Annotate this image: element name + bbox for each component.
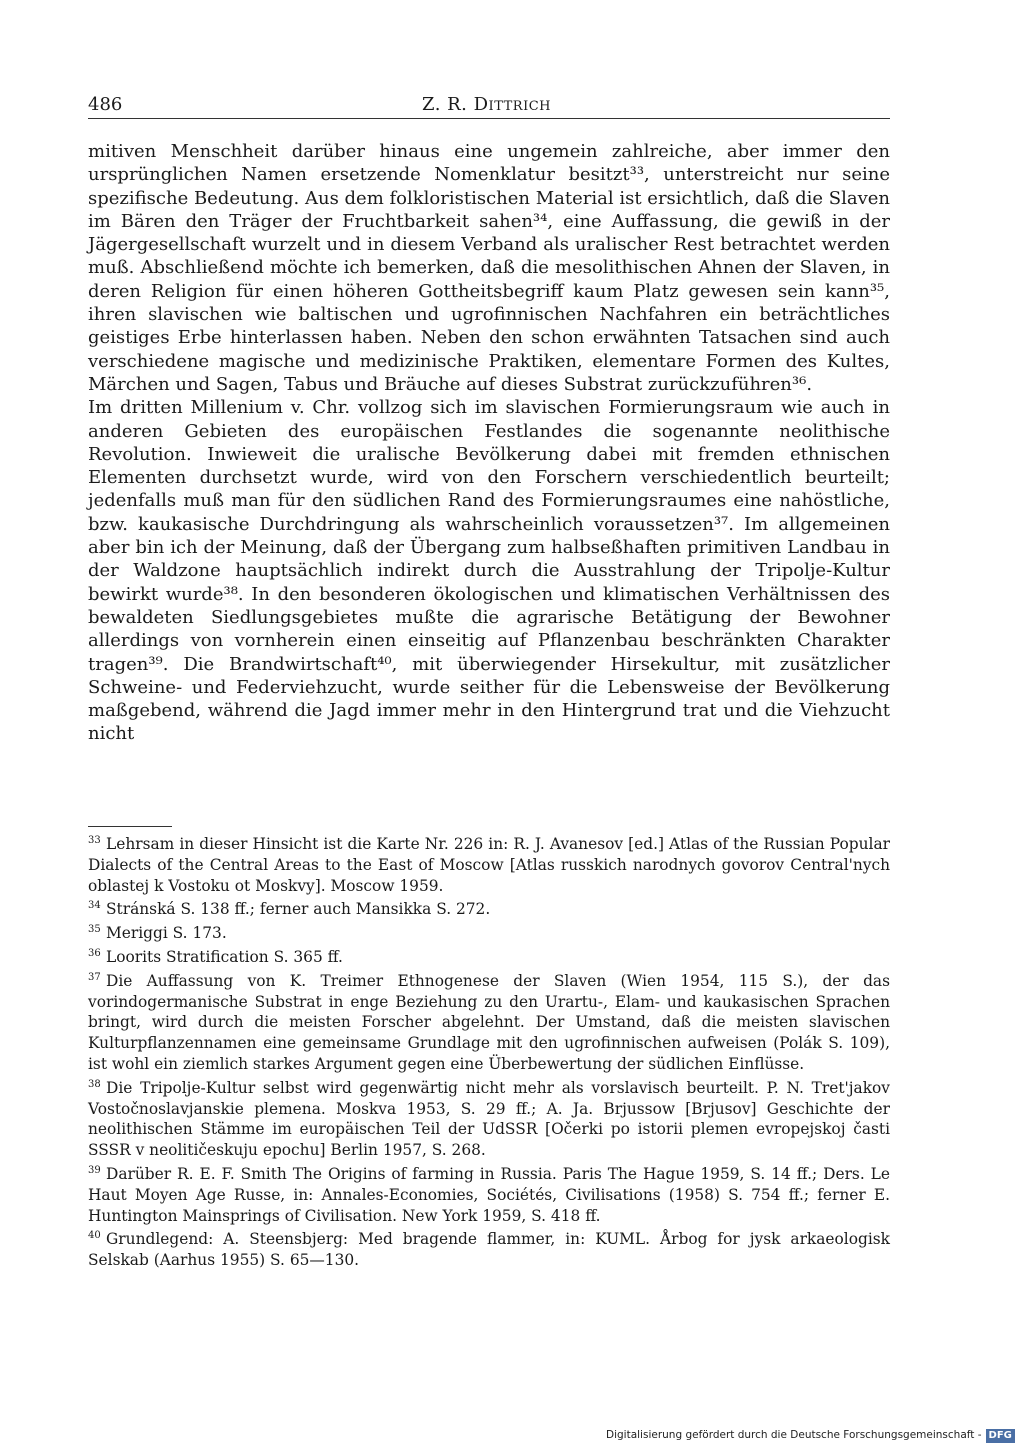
footnote: 38 Die Tripolje-Kultur selbst wird gegenwärtig nicht mehr als vorslavisch beurteilt. P. N. Tret'jakov Vostočnoslavjanskie plemena. Moskva 1953, S. 29 ff.; A. Ja. Brjussow [Brjusov] Geschichte der neolithischen Stämme im europäischen Teil der UdSSR [Očerki po istorii plemen evropejskoj časti SSSR v neolitičeskuju epochu] Berlin 1957, S. 268. <box>88 1078 890 1160</box>
footnote: 35 Meriggi S. 173. <box>88 924 227 943</box>
footnote-text: Die Auffassung von K. Treimer Ethnogenese der Slaven (Wien 1954, 115 S.), der das vorindogermanische Substrat in enge Beziehung zu den Urartu-, Elam- und kaukasischen Sprachen bringt, wird durch die meisten Forscher abgelehnt. Der Umstand, daß die meisten slavischen Kulturpflanzennamen eine gemeinsame Grundlage mit den ugrofinnischen aufweisen (Polák S. 109), ist wohl ein ziemlich starkes Argument gegen eine Überbewertung der südlichen Einflüsse. <box>88 971 890 1073</box>
footnote: 33 Lehrsam in dieser Hinsicht ist die Karte Nr. 226 in: R. J. Avanesov [ed.] Atlas of the Russian Popular Dialects of the Central Areas to the East of Moscow [Atlas russkich narodnych govorov Central'nych oblastej k Vostoku ot Moskvy]. Moscow 1959. <box>88 834 890 895</box>
footnote-text: Meriggi S. 173. <box>106 924 227 943</box>
body-paragraph: Im dritten Millenium v. Chr. vollzog sich im slavischen Formierungsraum wie auch in anderen Gebieten des europäischen Festlandes die sogenannte neolithische Revolution. Inwieweit die uralische Bevölkerung dabei mit fremden ethnischen Elementen durchsetzt wurde, wird von den Forschern verschiedentlich beurteilt; jedenfalls muß man für den südlichen Rand des Formierungsraumes eine nahöstliche, bzw. kaukasische Durchdringung als wahrscheinlich voraussetzen³⁷. Im allgemeinen aber bin ich der Meinung, daß der Übergang zum halbseßhaften primitiven Landbau in der Waldzone hauptsächlich indirekt durch die Ausstrahlung der Tripolje-Kultur bewirkt wurde³⁸. In den besonderen ökologischen und klimatischen Verhältnissen des bewaldeten Siedlungsgebietes mußte die agrarische Betätigung der Bewohner allerdings von vornherein einen einseitig auf Pflanzenbau beschränkten Charakter tragen³⁹. Die Brandwirtschaft⁴⁰, mit überwiegender Hirsekultur, mit zusätzlicher Schweine- und Federviehzucht, wurde seither für die Lebensweise der Bevölkerung maßgebend, während die Jagd immer mehr in den Hintergrund trat und die Viehzucht nicht <box>88 397 890 745</box>
digitization-credit <box>606 1428 1015 1442</box>
footnote: 40 Grundlegend: A. Steensbjerg: Med bragende flammer, in: KUML. Årbog for jysk arkaeologisk Selskab (Aarhus 1955) S. 65—130. <box>88 1230 890 1270</box>
footnote: 39 Darüber R. E. F. Smith The Origins of farming in Russia. Paris The Hague 1959, S. 14 ff.; Ders. Le Haut Moyen Age Russe, in: Annales-Economies, Sociétés, Civilisations (1958) S. 754 ff.; ferner E. Huntington Mainsprings of Civilisation. New York 1959, S. 418 ff. <box>88 1164 890 1225</box>
body-text <box>88 140 890 746</box>
footnotes <box>88 834 890 1271</box>
page-number: 486 <box>88 94 123 115</box>
running-head-author: Z. R. Dittrich <box>422 94 551 115</box>
footnote: 37 Die Auffassung von K. Treimer Ethnogenese der Slaven (Wien 1954, 115 S.), der das vorindogermanische Substrat in enge Beziehung zu den Urartu-, Elam- und kaukasischen Sprachen bringt, wird durch die meisten Forscher abgelehnt. Der Umstand, daß die meisten slavischen Kulturpflanzennamen eine gemeinsame Grundlage mit den ugrofinnischen aufweisen (Polák S. 109), ist wohl ein ziemlich starkes Argument gegen eine Überbewertung der südlichen Einflüsse. <box>88 971 890 1073</box>
digitization-credit-text: Digitalisierung gefördert durch die Deutsche Forschungsgemeinschaft - <box>606 1429 982 1441</box>
footnote-rule <box>88 826 172 827</box>
footnote: 36 Loorits Stratification S. 365 ff. <box>88 947 343 966</box>
footnote-text: Stránská S. 138 ff.; ferner auch Mansikka S. 272. <box>106 900 491 919</box>
footnote-text: Darüber R. E. F. Smith The Origins of farming in Russia. Paris The Hague 1959, S. 14 ff.; Ders. Le Haut Moyen Age Russe, in: Annales-Economies, Sociétés, Civilisations (1958) S. 754 ff.; ferner E. Huntington Mainsprings of Civilisation. New York 1959, S. 418 ff. <box>88 1164 890 1225</box>
running-head <box>88 94 890 119</box>
dfg-logo: DFG <box>986 1429 1015 1443</box>
footnote-text: Lehrsam in dieser Hinsicht ist die Karte Nr. 226 in: R. J. Avanesov [ed.] Atlas of the Russian Popular Dialects of the Central Areas to the East of Moscow [Atlas russkich narodnych govorov Central'nych oblastej k Vostoku ot Moskvy]. Moscow 1959. <box>88 835 890 895</box>
footnote: 34 Stránská S. 138 ff.; ferner auch Mansikka S. 272. <box>88 900 491 919</box>
footnote-text: Grundlegend: A. Steensbjerg: Med bragende flammer, in: KUML. Årbog for jysk arkaeologisk Selskab (Aarhus 1955) S. 65—130. <box>88 1230 890 1270</box>
body-paragraph: mitiven Menschheit darüber hinaus eine ungemein zahlreiche, aber immer den ursprünglichen Namen ersetzende Nomenklatur besitzt³³, unterstreicht nur seine spezifische Bedeutung. Aus dem folkloristischen Material ist ersichtlich, daß die Slaven im Bären den Träger der Fruchtbarkeit sahen³⁴, eine Auffassung, die gewiß in der Jägergesellschaft wurzelt und in diesem Verband als uralischer Rest betrachtet werden muß. Abschließend möchte ich bemerken, daß die mesolithischen Ahnen der Slaven, in deren Religion für einen höheren Gottheitsbegriff kaum Platz gewesen sein kann³⁵, ihren slavischen wie baltischen und ugrofinnischen Nachfahren ein beträchtliches geistiges Erbe hinterlassen haben. Neben den schon erwähnten Tatsachen sind auch verschiedene magische und medizinische Praktiken, elementare Formen des Kultes, Märchen und Sagen, Tabus und Bräuche auf dieses Substrat zurückzuführen³⁶. <box>88 141 890 395</box>
footnote-text: Die Tripolje-Kultur selbst wird gegenwärtig nicht mehr als vorslavisch beurteilt. P. N. Tret'jakov Vostočnoslavjanskie plemena. Moskva 1953, S. 29 ff.; A. Ja. Brjussow [Brjusov] Geschichte der neolithischen Stämme im europäischen Teil der UdSSR [Očerki po istorii plemen evropejskoj časti SSSR v neolitičeskuju epochu] Berlin 1957, S. 268. <box>88 1078 890 1160</box>
footnote-text: Loorits Stratification S. 365 ff. <box>106 947 343 966</box>
